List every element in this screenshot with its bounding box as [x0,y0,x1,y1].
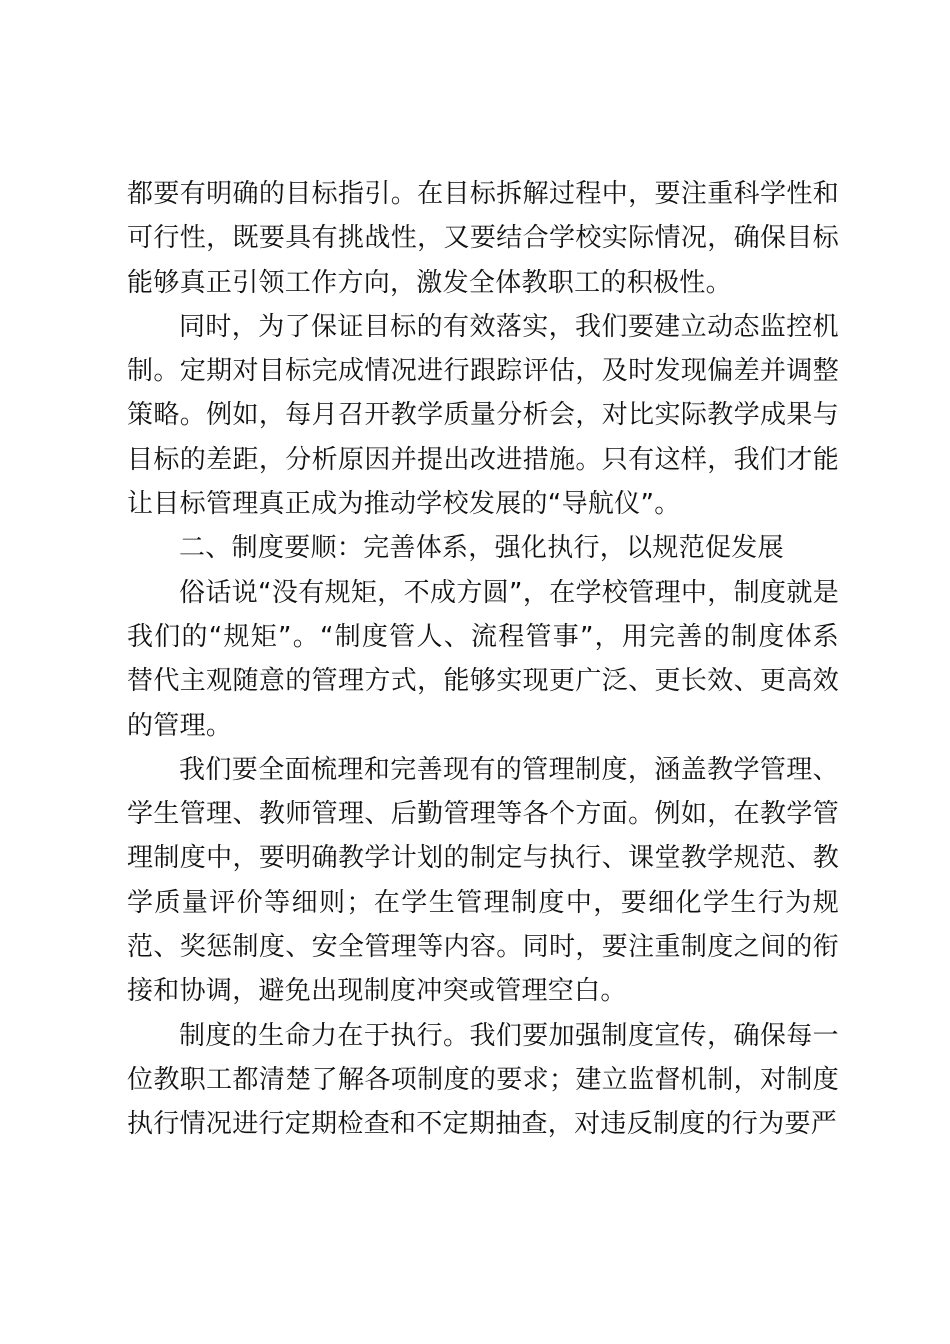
document-body [127,172,839,1147]
paragraph-system-review: 我们要全面梳理和完善现有的管理制度，涵盖教学管理、学生管理、教师管理、后勤管理等各个方面。例如，在教学管理制度中，要明确教学计划的制定与执行、课堂教学规范、教学质量评价等细则；在学生管理制度中，要细化学生行为规范、奖惩制度、安全管理等内容。同时，要注重制度之间的衔接和协调，避免出现制度冲突或管理空白。 [127,754,839,1007]
paragraph-monitoring: 同时，为了保证目标的有效落实，我们要建立动态监控机制。定期对目标完成情况进行跟踪评估，及时发现偏差并调整策略。例如，每月召开教学质量分析会，对比实际教学成果与目标的差距，分析原因并提出改进措施。只有这样，我们才能让目标管理真正成为推动学校发展的“导航仪”。 [127,311,839,520]
paragraph-rules: 俗话说“没有规矩，不成方圆”，在学校管理中，制度就是我们的“规矩”。“制度管人、流程管事”，用完善的制度体系替代主观随意的管理方式，能够实现更广泛、更长效、更高效的管理。 [127,577,839,741]
section-heading: 二、制度要顺：完善体系，强化执行，以规范促发展 [179,533,784,564]
paragraph-continuation: 都要有明确的目标指引。在目标拆解过程中，要注重科学性和可行性，既要具有挑战性，又要结合学校实际情况，确保目标能够真正引领工作方向，激发全体教职工的积极性。 [127,179,839,298]
paragraph-execution: 制度的生命力在于执行。我们要加强制度宣传，确保每一位教职工都清楚了解各项制度的要求；建立监督机制，对制度执行情况进行定期检查和不定期抽查，对违反制度的行为要严 [127,1020,839,1140]
